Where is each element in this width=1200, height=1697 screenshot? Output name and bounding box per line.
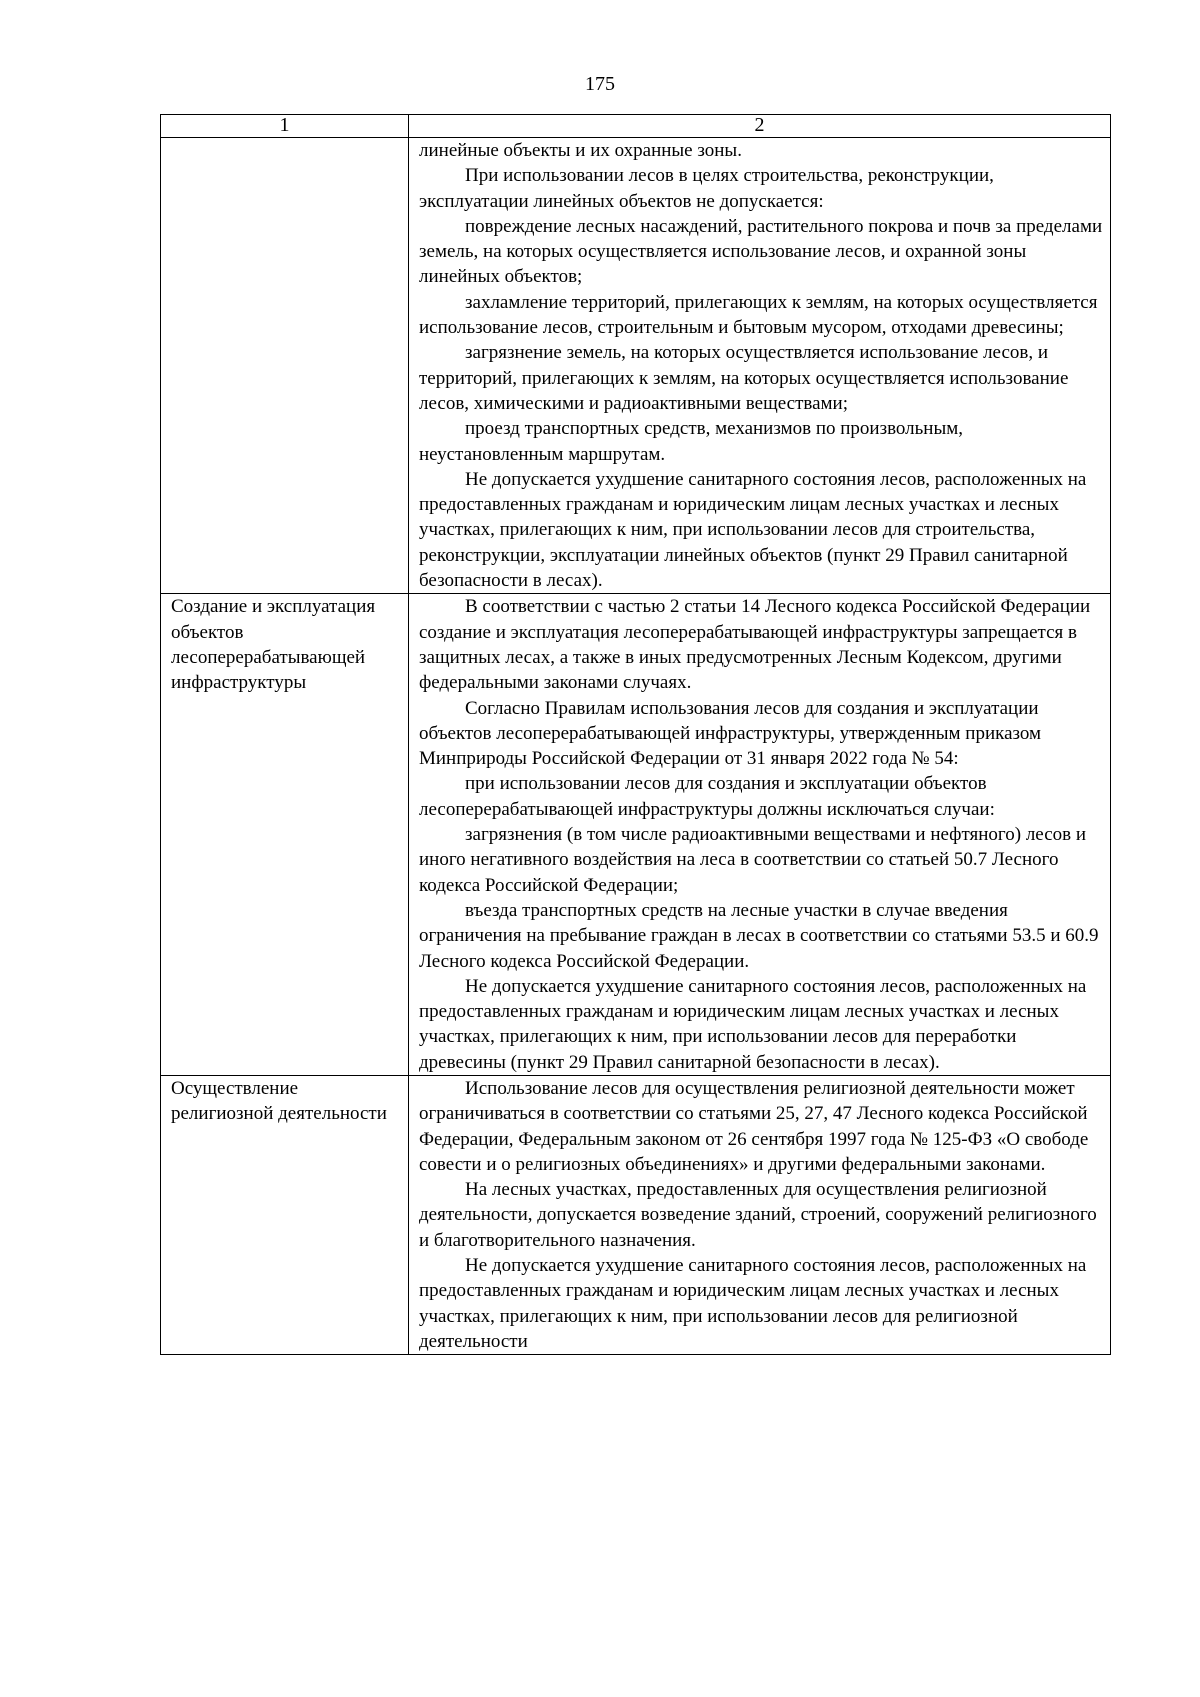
- page-number: 175: [585, 73, 615, 95]
- paragraph: загрязнения (в том числе радиоактивными веществами и нефтяного) лесов и иного негативного воздействия на леса в соответствии со статьей 50.7 Лесного кодекса Российской Федерации;: [419, 824, 1087, 896]
- table-header-row: [161, 115, 1111, 138]
- paragraph: Не допускается ухудшение санитарного состояния лесов, расположенных на предоставленных гражданам и юридическим лицам лесных участках и лесных участках, прилегающих к ним, при использовании лесов для религиозной деятельности: [419, 1255, 1087, 1352]
- column-header-2: 2: [409, 115, 1111, 138]
- paragraph: Не допускается ухудшение санитарного состояния лесов, расположенных на предоставленных гражданам и юридическим лицам лесных участках и лесных участках, прилегающих к ним, при использовании лесов для строительства, реконструкции, эксплуатации линейных объектов (пункт 29 Правил санитарной безопасности в лесах).: [419, 468, 1087, 592]
- paragraph: Использование лесов для осуществления религиозной деятельности может ограничиваться в соответствии со статьями 25, 27, 47 Лесного кодекса Российской Федерации, Федеральным законом от 26 сентября 1997 года № 125-ФЗ «О свободе совести и о религиозных объединениях» и другими федеральными законами.: [419, 1077, 1089, 1175]
- paragraph: линейные объекты и их охранные зоны.: [419, 140, 742, 161]
- table-row: [161, 1075, 1111, 1354]
- paragraph: въезда транспортных средств на лесные участки в случае введения ограничения на пребывание граждан в лесах в соответствии со статьями 53.5 и 60.9 Лесного кодекса Российской Федерации.: [419, 899, 1099, 972]
- activity-type-cell: Создание и эксплуатация объектов лесоперерабатывающей инфраструктуры: [161, 594, 409, 1076]
- paragraph: В соответствии с частью 2 статьи 14 Лесного кодекса Российской Федерации создание и эксплуатация лесоперерабатывающей инфраструктуры запрещается в защитных лесах, а также в иных предусмотренных Лесным Кодексом, другими федеральными законами случаях.: [419, 596, 1091, 694]
- activity-type-cell: Осуществление религиозной деятельности: [161, 1075, 409, 1354]
- requirements-cell: [409, 594, 1111, 1076]
- paragraph: повреждение лесных насаждений, растительного покрова и почв за пределами земель, на которых осуществляется использование лесов, и охранной зоны линейных объектов;: [419, 215, 1103, 288]
- paragraph: На лесных участках, предоставленных для осуществления религиозной деятельности, допускается возведение зданий, строений, сооружений религиозного и благотворительного назначения.: [419, 1179, 1097, 1251]
- table-row: [161, 594, 1111, 1076]
- paragraph: При использовании лесов в целях строительства, реконструкции, эксплуатации линейных объектов не допускается:: [419, 165, 994, 212]
- paragraph: загрязнение земель, на которых осуществляется использование лесов, и территорий, прилегающих к землям, на которых осуществляется использование лесов, химическими и радиоактивными веществами;: [419, 342, 1069, 414]
- paragraph: проезд транспортных средств, механизмов по произвольным, неустановленным маршрутам.: [419, 418, 964, 465]
- paragraph: захламление территорий, прилегающих к землям, на которых осуществляется использование лесов, строительным и бытовым мусором, отходами древесины;: [419, 291, 1098, 339]
- requirements-cell: [409, 138, 1111, 594]
- paragraph: Согласно Правилам использования лесов для создания и эксплуатации объектов лесоперерабатывающей инфраструктуры, утвержденным приказом Минприроды Российской Федерации от 31 января 2022 года № 54:: [419, 697, 1042, 770]
- regulations-table: [160, 114, 1111, 1355]
- activity-type-cell: [161, 138, 409, 594]
- column-header-1: 1: [161, 115, 409, 138]
- requirements-cell: [409, 1075, 1111, 1354]
- paragraph: при использовании лесов для создания и эксплуатации объектов лесоперерабатывающей инфраструктуры должны исключаться случаи:: [419, 773, 995, 820]
- paragraph: Не допускается ухудшение санитарного состояния лесов, расположенных на предоставленных гражданам и юридическим лицам лесных участках и лесных участках, прилегающих к ним, при использовании лесов для переработки древесины (пункт 29 Правил санитарной безопасности в лесах).: [419, 975, 1087, 1073]
- table-row: [161, 138, 1111, 594]
